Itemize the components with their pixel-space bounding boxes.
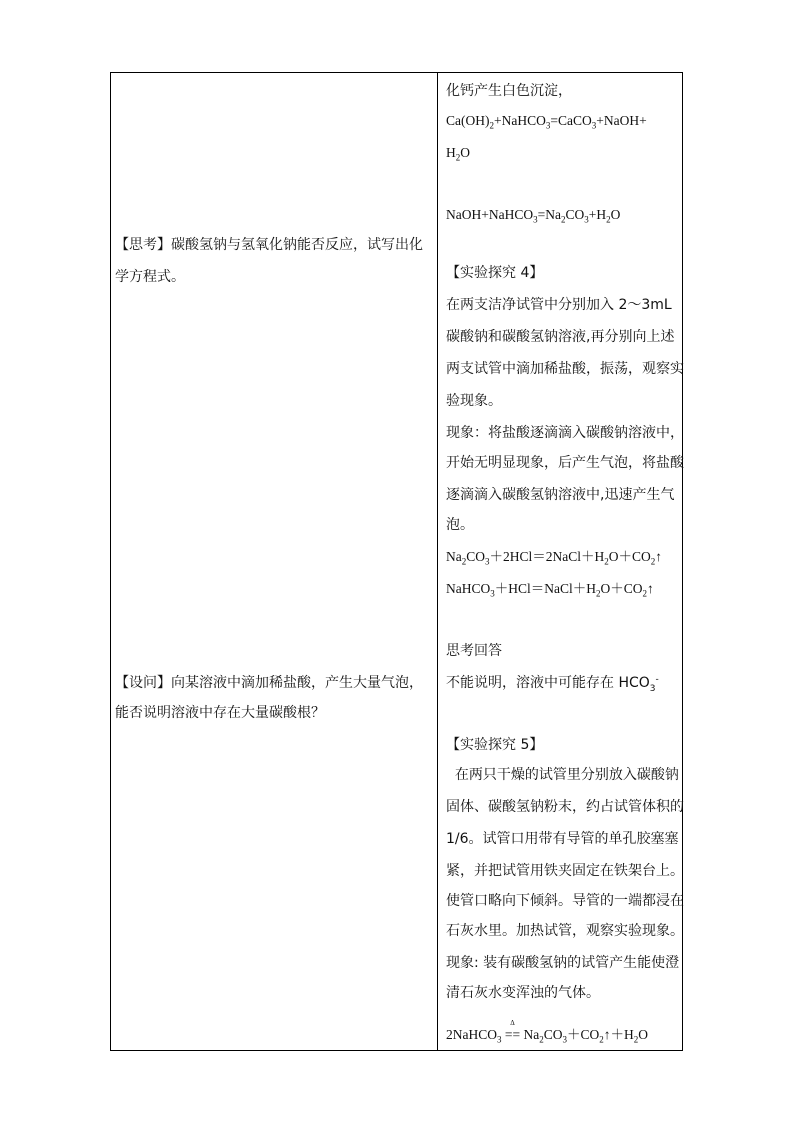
exp4-line: 验现象。 (446, 393, 502, 409)
lesson-table (110, 72, 683, 1051)
exp4-line: 碳酸钠和碳酸氢钠溶液,再分别向上述 (446, 329, 675, 345)
exp5-line: 1/6。试管口用带有导管的单孔胶塞塞 (446, 831, 679, 847)
left-column (111, 73, 437, 1050)
exp5-line: 现象: 装有碳酸氢钠的试管产生能使澄 (446, 955, 680, 971)
equation-caoh2-nahco3: $Ca(OH)_2+NaHCO_3=CaCO_3+NaOH+$ (446, 113, 647, 131)
answer-title: 思考回答 (446, 643, 502, 659)
precipitate-line: 化钙产生白色沉淀， (446, 83, 572, 99)
think-prompt-line1: 【思考】碳酸氢钠与氢氧化钠能否反应，试写出化 (115, 237, 423, 253)
think-prompt-line2: 学方程式。 (115, 269, 185, 285)
answer-text: 不能说明，溶液中可能存在 $HCO_3^-$ (446, 674, 659, 694)
exp5-line: 在两只干燥的试管里分别放入碳酸钠 (446, 767, 679, 783)
exp5-line: 使管口略向下倾斜。导管的一端都浸在 (446, 893, 684, 909)
ask-tag: 【设问】 (115, 675, 171, 691)
exp5-line: 清石灰水变浑浊的气体。 (446, 985, 600, 1001)
exp5-title: 【实验探究 5】 (446, 737, 544, 753)
exp4-line: 现象：将盐酸逐滴滴入碳酸钠溶液中， (446, 425, 684, 441)
think-tag: 【思考】 (115, 237, 171, 253)
equation-naoh-nahco3: $NaOH+NaHCO_3=Na_2CO_3+H_2O$ (446, 207, 621, 225)
exp4-line: 开始无明显现象，后产生气泡，将盐酸 (446, 455, 684, 471)
equation-nahco3-decomposition: 2NaHCO$_3$ Δ == $Na_2CO_3+CO_2↑+H_2O$ (446, 1019, 649, 1045)
exp4-line: 泡。 (446, 517, 474, 533)
right-column (438, 73, 684, 1050)
exp4-line: 逐滴滴入碳酸氢钠溶液中,迅速产生气 (446, 487, 675, 503)
ask-prompt-line2: 能否说明溶液中存在大量碳酸根？ (115, 705, 325, 721)
equation-nahco3-hcl: $NaHCO_3+HCl=NaCl+H_2O+CO_2↑$ (446, 581, 654, 599)
exp5-line: 石灰水里。加热试管，观察实验现象。 (446, 923, 684, 939)
equation-caoh2-nahco3-cont: $H_2O$ (446, 145, 470, 163)
exp5-line: 固体、碳酸氢钠粉末，约占试管体积的 (446, 799, 684, 815)
ask-prompt-line1: 【设问】向某溶液中滴加稀盐酸，产生大量气泡， (115, 675, 423, 691)
exp4-line: 两支试管中滴加稀盐酸，振荡，观察实 (446, 361, 684, 377)
exp5-line: 紧，并把试管用铁夹固定在铁架台上。 (446, 863, 684, 879)
exp4-title: 【实验探究 4】 (446, 265, 544, 281)
equation-na2co3-hcl: $Na_2CO_3+2HCl=2NaCl+H_2O+CO_2↑$ (446, 549, 663, 567)
exp4-line: 在两支洁净试管中分别加入 2～3mL (446, 297, 672, 313)
